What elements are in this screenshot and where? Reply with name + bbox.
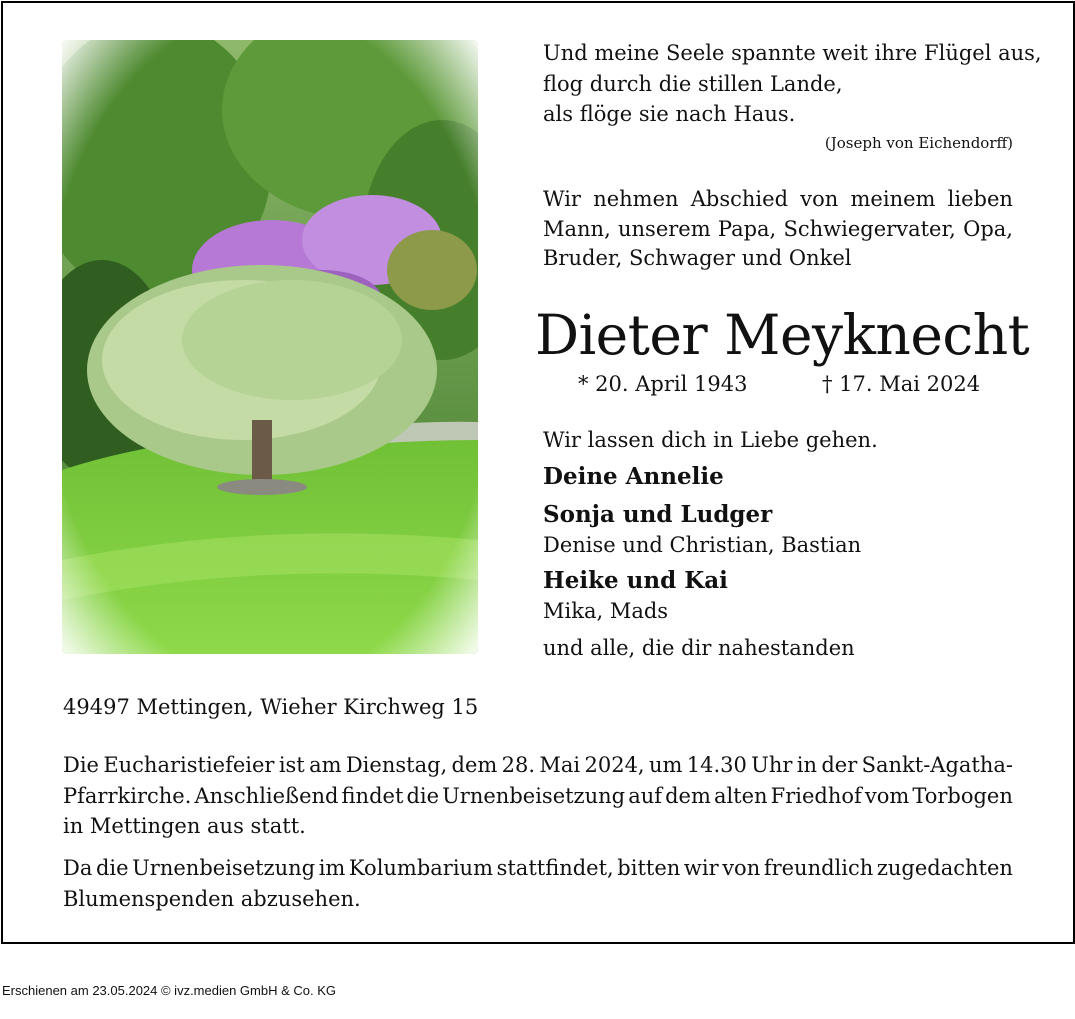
word: von <box>722 856 761 880</box>
word: Die <box>63 753 99 777</box>
word: in <box>796 753 818 777</box>
family-members: Denise und Christian, Bastian <box>543 533 862 557</box>
word: Friedhof <box>770 783 862 808</box>
word: Sankt-Agatha- <box>861 753 1013 777</box>
service-paragraph <box>63 750 1013 842</box>
word: dem <box>665 783 711 808</box>
word: im <box>318 856 346 880</box>
word: lieben <box>947 187 1013 211</box>
word: Dienstag, <box>345 753 448 777</box>
poem <box>543 38 1042 130</box>
word: Opa, <box>963 216 1013 241</box>
word: meinem <box>850 187 936 211</box>
service-line <box>63 781 1013 812</box>
poem-line: Und meine Seele spannte weit ihre Flügel aus, <box>543 41 1042 65</box>
farewell-line: Wir lassen dich in Liebe gehen. <box>543 428 878 452</box>
word: 28. <box>501 753 536 777</box>
word: Kolumbarium <box>348 856 493 880</box>
word: alten <box>713 783 768 808</box>
family-name: Heike und Kai <box>543 567 728 594</box>
family-members: Mika, Mads <box>543 599 669 623</box>
word: dem <box>451 753 498 777</box>
word: von <box>800 187 839 211</box>
family-name: Sonja und Ludger <box>543 501 773 528</box>
service-line <box>63 750 1013 781</box>
word: Uhr <box>751 753 793 777</box>
word: Da <box>63 856 93 880</box>
word: Eucharistiefeier <box>103 753 275 777</box>
publication-footer: Erschienen am 23.05.2024 © ivz.medien GmbH & Co. KG <box>2 983 337 998</box>
word: unserem <box>618 216 711 241</box>
word: Pfarrkirche. <box>63 783 192 808</box>
word: nehmen <box>593 187 679 211</box>
word: ist <box>278 753 305 777</box>
closing-line: und alle, die dir nahestanden <box>543 636 855 660</box>
word: freundlich <box>763 856 874 880</box>
birth-date: * 20. April 1943 <box>578 372 748 396</box>
word: die <box>406 783 440 808</box>
service-line: in Mettingen aus statt. <box>63 814 306 838</box>
word: Papa, <box>717 216 777 241</box>
farewell-intro <box>543 185 1013 274</box>
word: Mann, <box>543 216 611 241</box>
intro-line <box>543 185 1013 215</box>
poem-line: flog durch die stillen Lande, <box>543 71 843 96</box>
word: die <box>95 856 129 880</box>
word: Schwiegervater, <box>783 216 956 241</box>
word: bitten <box>617 856 681 880</box>
word: Anschließend <box>194 783 339 808</box>
poem-author: (Joseph von Eichendorff) <box>824 134 1013 152</box>
word: 14.30 <box>686 753 747 777</box>
word: um <box>648 753 683 777</box>
intro-line: Bruder, Schwager und Onkel <box>543 246 852 270</box>
deceased-name: Dieter Meyknecht <box>535 303 1030 367</box>
word: zugedachten <box>876 856 1013 880</box>
word: Abschied <box>690 187 789 211</box>
word: Mai <box>539 753 581 777</box>
family-name: Deine Annelie <box>543 463 724 490</box>
flowers-line <box>63 853 1013 884</box>
word: vom <box>864 783 910 808</box>
word: 2024, <box>584 753 645 777</box>
word: wir <box>683 856 719 880</box>
garden-photo <box>62 40 478 654</box>
word: Urnenbeisetzung <box>132 856 316 880</box>
word: Wir <box>543 187 581 211</box>
poem-line: als flöge sie nach Haus. <box>543 102 796 126</box>
word: am <box>309 753 342 777</box>
death-date: † 17. Mai 2024 <box>822 372 981 396</box>
word: stattfindet, <box>496 856 614 880</box>
flowers-paragraph <box>63 853 1013 914</box>
flowers-line: Blumenspenden abzusehen. <box>63 886 361 911</box>
intro-line <box>543 215 1013 245</box>
word: auf <box>628 783 663 808</box>
word: findet <box>341 783 404 808</box>
word: Torbogen <box>912 783 1013 808</box>
word: der <box>821 753 858 777</box>
address: 49497 Mettingen, Wieher Kirchweg 15 <box>63 695 479 719</box>
word: Urnenbeisetzung <box>442 783 626 808</box>
